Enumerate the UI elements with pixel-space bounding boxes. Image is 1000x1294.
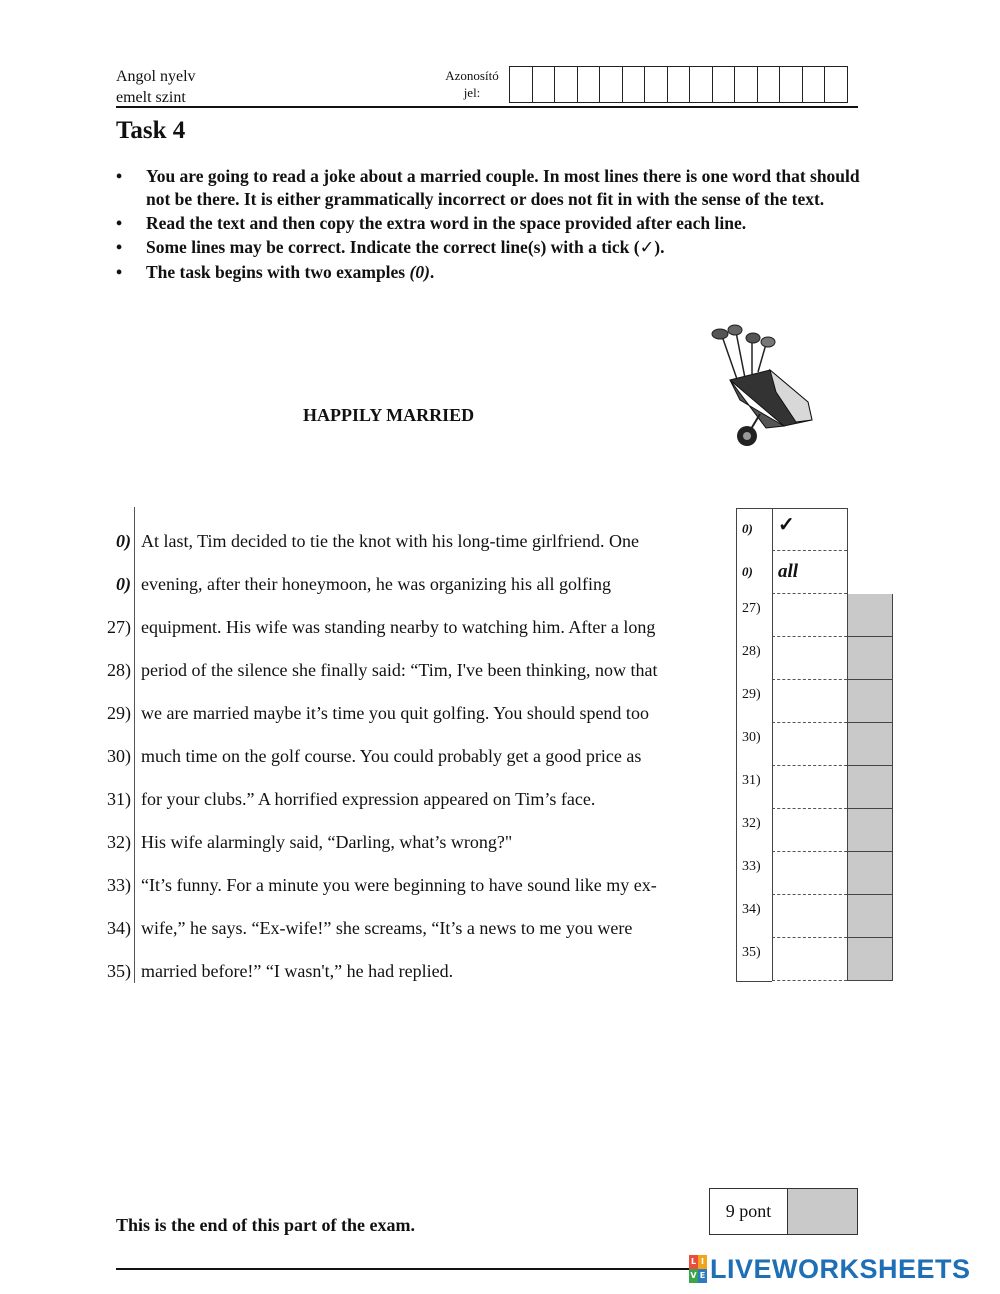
instruction-item — [116, 236, 876, 260]
line-number: 34) — [107, 918, 131, 938]
brand-badge-icon — [689, 1255, 707, 1283]
answer-input[interactable] — [772, 938, 847, 981]
line-number: 0) — [116, 574, 131, 594]
answer-input[interactable] — [772, 852, 847, 895]
instruction-text: You are going to read a joke about a married couple. In most lines there is one word that should not be there. It is either grammatically incorrect or does not fit in with the sense of the text. — [146, 166, 860, 209]
id-box[interactable] — [758, 66, 781, 103]
text-line — [100, 913, 720, 943]
liveworksheets-logo — [689, 1253, 971, 1285]
answer-input[interactable] — [772, 809, 847, 852]
bullet-icon: • — [116, 262, 123, 282]
points-score-cell — [788, 1189, 857, 1234]
answer-number: 29) — [736, 680, 772, 723]
answer-input[interactable] — [772, 766, 847, 809]
id-box[interactable] — [645, 66, 668, 103]
answer-example-word: all — [772, 551, 847, 594]
line-text: evening, after their honeymoon, he was organizing his all golfing — [141, 574, 612, 594]
id-box[interactable] — [555, 66, 578, 103]
answer-input[interactable] — [772, 723, 847, 766]
answer-number: 28) — [736, 637, 772, 680]
id-box[interactable] — [825, 66, 848, 103]
id-box[interactable] — [780, 66, 803, 103]
text-line — [100, 612, 720, 642]
line-text: “It’s funny. For a minute you were beginning to have sound like my ex- — [141, 875, 657, 895]
score-cell — [847, 895, 893, 938]
line-text: we are married maybe it’s time you quit golfing. You should spend too — [141, 703, 649, 723]
answer-number: 33) — [736, 852, 772, 895]
id-box[interactable] — [803, 66, 826, 103]
badge-letter: I — [698, 1255, 707, 1269]
tick-icon: ✓ — [639, 238, 655, 258]
line-text: At last, Tim decided to tie the knot with his long-time girlfriend. One — [141, 531, 639, 551]
id-box[interactable] — [623, 66, 646, 103]
text-line — [100, 526, 720, 556]
points-label: 9 pont — [710, 1189, 788, 1234]
instruction-text: Read the text and then copy the extra word in the space provided after each line. — [146, 213, 747, 233]
line-text: married before!” “I wasn't,” he had replied. — [141, 961, 454, 981]
text-line — [100, 655, 720, 685]
answer-number: 30) — [736, 723, 772, 766]
instruction-example-ref: (0) — [409, 262, 430, 282]
badge-letter: V — [689, 1269, 698, 1283]
line-text: His wife alarmingly said, “Darling, what’s wrong?" — [141, 832, 513, 852]
footer-divider — [116, 1268, 696, 1270]
level-label: emelt szint — [116, 89, 186, 106]
id-box[interactable] — [735, 66, 758, 103]
line-number: 28) — [107, 660, 131, 680]
score-cell — [847, 766, 893, 809]
instruction-text-end: . — [429, 262, 435, 282]
answer-input[interactable] — [772, 895, 847, 938]
line-text: equipment. His wife was standing nearby to watching him. After a long — [141, 617, 656, 637]
text-line — [100, 698, 720, 728]
id-box[interactable] — [578, 66, 601, 103]
score-cell — [847, 723, 893, 766]
id-box[interactable] — [533, 66, 556, 103]
text-line — [100, 827, 720, 857]
answer-number: 35) — [736, 938, 772, 981]
answer-table-bottom-border — [736, 981, 772, 982]
score-cell — [847, 938, 893, 981]
reading-title: HAPPILY MARRIED — [303, 405, 475, 425]
instruction-text: The task begins with two examples — [146, 262, 410, 282]
instruction-item — [116, 261, 876, 284]
text-line — [100, 870, 720, 900]
points-box — [709, 1188, 858, 1235]
instructions-list — [116, 165, 876, 285]
score-cell — [847, 637, 893, 680]
subject-label: Angol nyelv — [116, 68, 196, 85]
task-title: Task 4 — [116, 117, 186, 144]
id-code-boxes[interactable] — [509, 66, 848, 103]
instruction-text: Some lines may be correct. Indicate the correct line(s) with a tick ( — [146, 237, 640, 257]
badge-letter: E — [698, 1269, 707, 1283]
text-line — [100, 956, 720, 986]
score-cell — [847, 680, 893, 723]
answer-number: 0) — [736, 508, 772, 551]
cell-border — [847, 551, 848, 594]
line-number: 30) — [107, 746, 131, 766]
header-divider — [116, 106, 858, 108]
cell-border — [847, 508, 848, 551]
bullet-icon: • — [116, 213, 123, 233]
answer-example-tick: ✓ — [772, 508, 847, 551]
line-number: 0) — [116, 531, 131, 551]
instruction-item — [116, 165, 876, 211]
line-text: period of the silence she finally said: “Tim, I've been thinking, now that — [141, 660, 658, 680]
id-box[interactable] — [713, 66, 736, 103]
id-box[interactable] — [510, 66, 533, 103]
score-cell — [847, 594, 893, 637]
answer-number: 32) — [736, 809, 772, 852]
end-of-part-text: This is the end of this part of the exam. — [116, 1215, 416, 1235]
line-text: for your clubs.” A horrified expression appeared on Tim’s face. — [141, 789, 596, 809]
line-number: 29) — [107, 703, 131, 723]
bullet-icon: • — [116, 237, 123, 257]
score-cell — [847, 809, 893, 852]
instruction-item — [116, 212, 876, 235]
text-line — [100, 569, 720, 599]
id-label — [432, 67, 512, 101]
answer-number: 34) — [736, 895, 772, 938]
golf-bag-icon — [700, 322, 835, 454]
id-box[interactable] — [600, 66, 623, 103]
line-number: 32) — [107, 832, 131, 852]
id-label-line2: jel: — [463, 85, 481, 100]
line-text: much time on the golf course. You could probably get a good price as — [141, 746, 642, 766]
brand-name: LIVEWORKSHEETS — [710, 1253, 971, 1284]
badge-letter: L — [689, 1255, 698, 1269]
answer-input[interactable] — [772, 680, 847, 723]
bullet-icon: • — [116, 166, 123, 186]
answer-number: 31) — [736, 766, 772, 809]
line-text: wife,” he says. “Ex-wife!” she screams, “It’s a news to me you were — [141, 918, 633, 938]
answer-number: 27) — [736, 594, 772, 637]
answer-number: 0) — [736, 551, 772, 594]
exam-header-subject — [116, 66, 196, 108]
id-box[interactable] — [668, 66, 691, 103]
line-number: 31) — [107, 789, 131, 809]
line-number: 27) — [107, 617, 131, 637]
text-line — [100, 784, 720, 814]
id-box[interactable] — [690, 66, 713, 103]
id-label-line1: Azonosító — [445, 68, 499, 83]
line-number: 35) — [107, 961, 131, 981]
line-number: 33) — [107, 875, 131, 895]
answer-input[interactable] — [772, 637, 847, 680]
score-cell — [847, 852, 893, 895]
text-line — [100, 741, 720, 771]
instruction-text-end: ). — [654, 237, 665, 257]
answer-input[interactable] — [772, 594, 847, 637]
